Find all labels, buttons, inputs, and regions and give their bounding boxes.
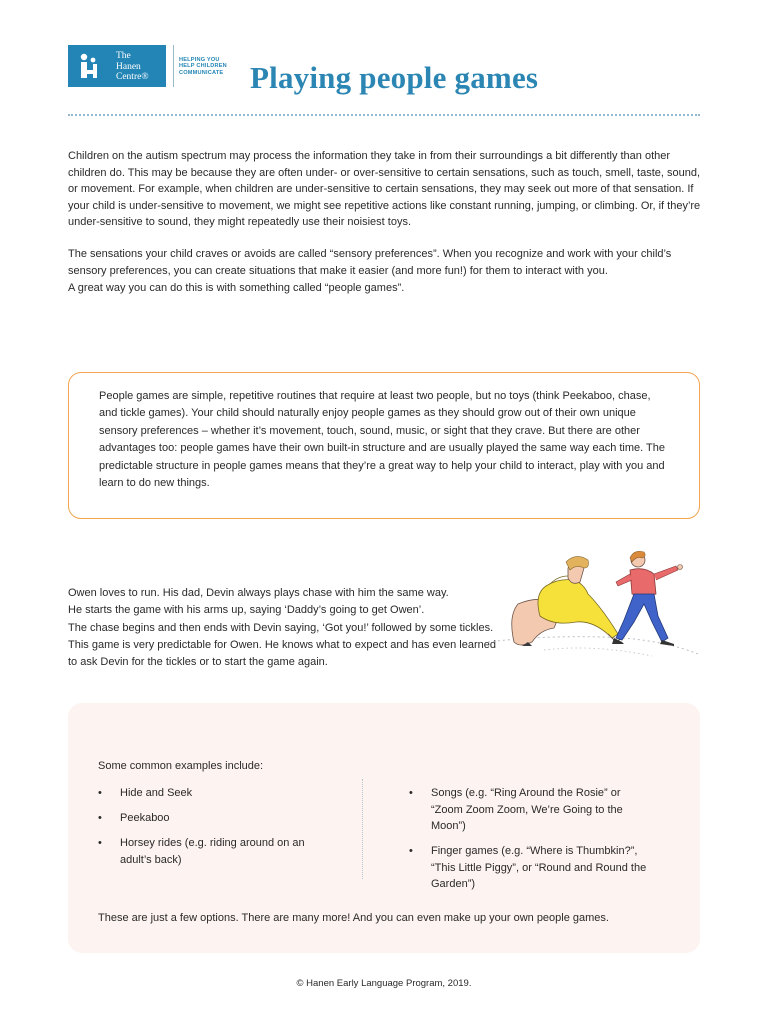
- examples-outro: These are just a few options. There are many more! And you can even make up your own people games.: [98, 912, 609, 924]
- owen-story: [68, 585, 498, 671]
- people-games-callout: [68, 372, 700, 519]
- title-divider: [68, 114, 700, 116]
- logo-wordmark: [110, 45, 166, 87]
- logo-tagline-line: HELPING YOU: [179, 57, 220, 63]
- examples-intro: Some common examples include:: [98, 760, 264, 772]
- intro-paragraph-3: A great way you can do this is with something called “people games”.: [68, 282, 405, 294]
- list-item: • Horsey rides (e.g. riding around on an adult’s back): [98, 835, 328, 868]
- story-line-1: Owen loves to run. His dad, Devin always plays chase with him the same way.: [68, 587, 449, 599]
- logo-tagline-line: COMMUNICATE: [179, 69, 224, 76]
- callout-text: People games are simple, repetitive routines that require at least two people, but no toys (think Peekaboo, chase, and tickle games). Your child should naturally enjoy people games as they should grow out of their own unique sensory preferences – whether it’s movement, touch, sound, music, or sight that they crave. But there are other advantages too: people games have their own built-in structure and are usually played the same way each time. The predictable structure in people games means that they’re a great way to help your child to interact, play with you and learn to do new things.: [99, 390, 666, 490]
- intro-paragraph-2: The sensations your child craves or avoids are called “sensory preferences”. When you recognize and work with your child’s sensory preferences, you can create situations that make it easier (and more fun!) for them to interact with you.: [68, 248, 672, 277]
- hanen-logo: [68, 45, 239, 87]
- logo-name-line: Centre®: [116, 72, 149, 82]
- list-item: • Songs (e.g. “Ring Around the Rosie” or “Zoom Zoom Zoom, We’re Going to the Moon”): [409, 785, 649, 835]
- story-line-3: The chase begins and then ends with Devin saying, ‘Got you!’ followed by some tickles. This game is very predictable for Owen. He knows what to expect and has even learned to ask Devin for the tickles or to start the game again.: [68, 621, 497, 669]
- footer-copyright: © Hanen Early Language Program, 2019.: [296, 978, 472, 989]
- list-item: • Hide and Seek: [98, 785, 328, 802]
- examples-list-left: [98, 785, 328, 877]
- examples-box: [68, 703, 700, 953]
- column-divider: [362, 779, 363, 879]
- story-line-2: He starts the game with his arms up, saying ‘Daddy’s going to get Owen’.: [68, 604, 425, 617]
- logo-name-line: The: [116, 51, 131, 61]
- logo-divider: [173, 45, 174, 87]
- father-chasing-child-illustration: [484, 546, 704, 676]
- examples-list-right: [409, 785, 649, 901]
- hanen-logo-icon: [68, 45, 110, 87]
- logo-name-line: Hanen: [116, 61, 141, 72]
- page-title: Playing people games: [250, 60, 539, 95]
- list-item: • Peekaboo: [98, 810, 328, 827]
- logo-tagline: [179, 45, 239, 87]
- logo-tagline-line: HELP CHILDREN: [179, 63, 227, 70]
- intro-paragraph-1: Children on the autism spectrum may process the information they take in from their surroundings a bit differently than other children do. This may be because they are often under- or over-sensitive to certain sensations, such as touch, smell, taste, sound, or movement. For example, when children are under-sensitive to certain sensations, they may seek out more of that sensation. If your child is under-sensitive to movement, we might see repetitive actions like constant running, jumping, or climbing. Or, if they’re under-sensitive to sound, they might repeatedly use their noisiest toys.: [68, 150, 701, 228]
- list-item: • Finger games (e.g. “Where is Thumbkin?”, “This Little Piggy”, or “Round and Round the Garden”): [409, 843, 649, 893]
